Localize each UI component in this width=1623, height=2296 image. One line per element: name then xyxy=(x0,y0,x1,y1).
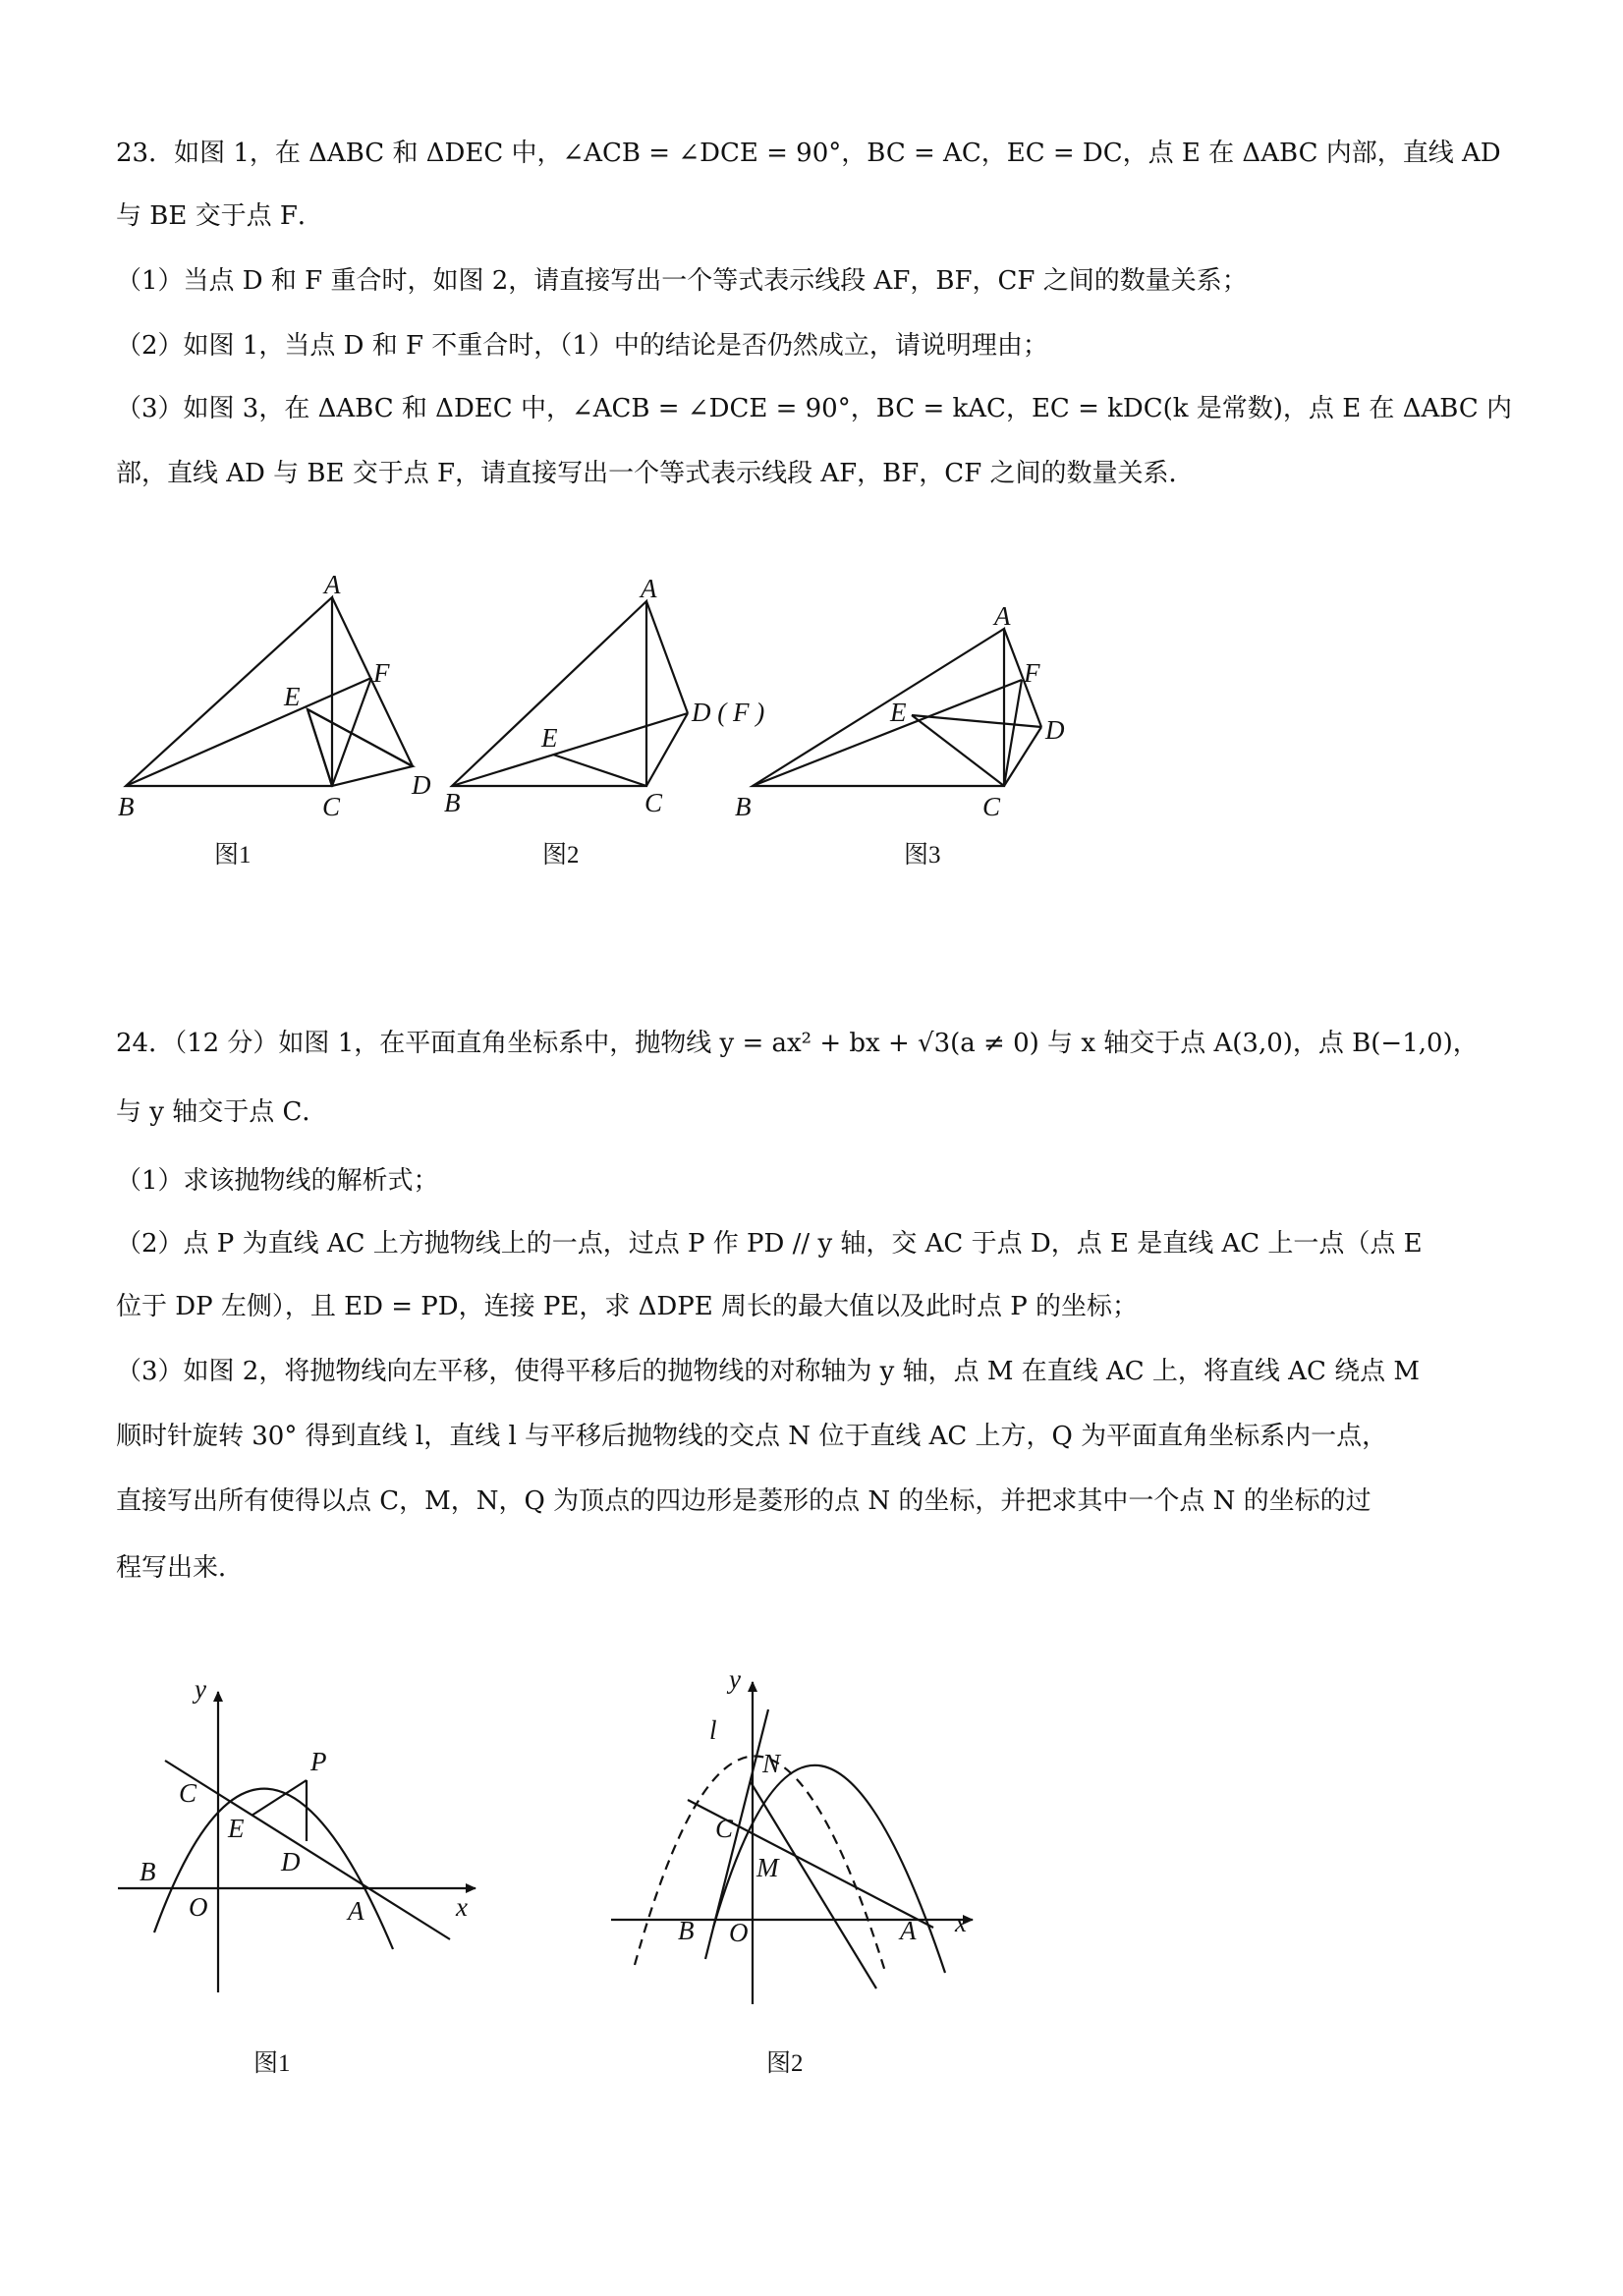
q23-line-1: 23．如图 1，在 ΔABC 和 ΔDEC 中，∠ACB = ∠DCE = 90°，BC = AC，EC = DC，点 E 在 ΔABC 内部，直线 AD xyxy=(116,139,1501,168)
q23-fig1-label-d: D xyxy=(412,770,431,800)
q23-fig2-label-b: B xyxy=(444,788,461,817)
q24-fig2-label-l: l xyxy=(709,1715,717,1745)
q24-line-9: 程写出来． xyxy=(116,1553,245,1583)
q23-fig1-caption: 图1 xyxy=(214,842,252,868)
q23-fig2-label-a: A xyxy=(641,574,657,603)
q23-fig1-label-a: A xyxy=(324,570,341,599)
q24-fig1-label-c: C xyxy=(179,1778,197,1808)
q24-figure-1 xyxy=(118,1692,476,1992)
q23-fig1-label-e: E xyxy=(284,682,301,711)
segment-ec xyxy=(912,715,1004,786)
q23-fig3-label-d: D xyxy=(1045,715,1065,745)
q23-line-5: （3）如图 3，在 ΔABC 和 ΔDEC 中，∠ACB = ∠DCE = 90°，BC = kAC，EC = kDC(k 是常数)，点 E 在 ΔABC 内 xyxy=(116,394,1512,423)
segment-ec xyxy=(553,755,646,786)
triangle-abc xyxy=(126,597,332,786)
q23-fig1-label-b: B xyxy=(118,792,135,821)
q23-fig3-label-e: E xyxy=(890,698,907,727)
q24-line-5: 位于 DP 左侧），且 ED = PD，连接 PE，求 ΔDPE 周长的最大值以及此时点 P 的坐标； xyxy=(116,1292,1139,1321)
q24-fig2-caption: 图2 xyxy=(766,2050,804,2077)
q24-line-6: （3）如图 2，将抛物线向左平移，使得平移后的抛物线的对称轴为 y 轴，点 M 在直线 AC 上，将直线 AC 绕点 M xyxy=(116,1357,1421,1386)
line-bf xyxy=(753,680,1022,786)
q24-line-2: 与 y 轴交于点 C． xyxy=(116,1097,328,1127)
triangle-dec xyxy=(308,709,413,786)
q23-fig3-caption: 图3 xyxy=(904,842,941,868)
q24-fig2-label-o: O xyxy=(729,1918,749,1947)
segment-cf xyxy=(332,678,371,786)
q24-fig2-label-x: x xyxy=(955,1908,967,1937)
q23-fig3-label-c: C xyxy=(982,792,1001,821)
q24-line-3: （1）求该抛物线的解析式； xyxy=(116,1166,439,1196)
q24-fig2-label-m: M xyxy=(756,1853,779,1882)
line-ad xyxy=(332,597,413,766)
q23-line-2: 与 BE 交于点 F． xyxy=(116,201,323,231)
q24-line-1: 24．（12 分）如图 1，在平面直角坐标系中，抛物线 y = ax² + bx + √3(a ≠ 0) 与 x 轴交于点 A(3,0)，点 B(−1,0)， xyxy=(116,1029,1479,1058)
line-bf xyxy=(126,678,371,786)
q23-fig2-caption: 图2 xyxy=(542,842,580,868)
q24-fig2-label-y: y xyxy=(729,1664,741,1694)
q24-fig2-label-a: A xyxy=(900,1916,917,1945)
q23-line-3: （1）当点 D 和 F 重合时，如图 2，请直接写出一个等式表示线段 AF，BF，CF 之间的数量关系； xyxy=(116,266,1248,296)
q24-line-8: 直接写出所有使得以点 C，M，N，Q 为顶点的四边形是菱形的点 N 的坐标，并把求其中一个点 N 的坐标的过 xyxy=(116,1486,1371,1516)
segment-pe xyxy=(252,1780,307,1816)
q24-line-7: 顺时针旋转 30° 得到直线 l，直线 l 与平移后抛物线的交点 N 位于直线 AC 上方，Q 为平面直角坐标系内一点， xyxy=(116,1422,1388,1451)
q24-fig1-label-p: P xyxy=(310,1747,327,1776)
q24-fig2-label-c: C xyxy=(715,1814,734,1843)
q23-fig3-label-f: F xyxy=(1024,658,1040,688)
triangle-abc xyxy=(452,601,646,786)
q24-line-4: （2）点 P 为直线 AC 上方抛物线上的一点，过点 P 作 PD // y 轴，交 AC 于点 D，点 E 是直线 AC 上一点（点 E xyxy=(116,1229,1423,1259)
segment-ad xyxy=(646,601,688,713)
q24-fig1-caption: 图1 xyxy=(253,2050,291,2077)
q23-fig3-label-b: B xyxy=(735,792,752,821)
q24-fig1-label-x: x xyxy=(456,1892,468,1922)
q23-line-4: （2）如图 1，当点 D 和 F 不重合时，（1）中的结论是否仍然成立，请说明理由； xyxy=(116,331,1048,361)
q23-figure-1 xyxy=(126,597,413,786)
q23-fig1-label-f: F xyxy=(373,658,390,688)
q24-fig1-label-y: y xyxy=(195,1674,206,1704)
q23-fig3-label-a: A xyxy=(994,601,1011,631)
q24-fig1-label-o: O xyxy=(189,1892,208,1922)
segment-ed xyxy=(912,715,1041,727)
triangle-abc xyxy=(753,629,1004,786)
q24-fig2-label-n: N xyxy=(762,1749,781,1778)
q23-fig2-label-c: C xyxy=(644,788,663,817)
q23-figure-2 xyxy=(452,601,688,786)
q23-line-6: 部，直线 AD 与 BE 交于点 F，请直接写出一个等式表示线段 AF，BF，CF 之间的数量关系． xyxy=(116,459,1195,488)
q24-figure-2 xyxy=(611,1682,973,2004)
q24-fig1-label-d: D xyxy=(281,1847,301,1876)
q24-fig1-label-e: E xyxy=(228,1814,245,1843)
q24-fig2-label-b: B xyxy=(678,1916,695,1945)
q24-fig1-label-a: A xyxy=(348,1896,364,1926)
line-mn-parallel xyxy=(751,1782,876,1988)
q24-fig1-label-b: B xyxy=(140,1857,156,1886)
q23-fig2-label-e: E xyxy=(541,723,558,753)
q23-fig1-label-c: C xyxy=(322,792,341,821)
q23-fig2-label-df: D ( F ) xyxy=(692,698,765,727)
